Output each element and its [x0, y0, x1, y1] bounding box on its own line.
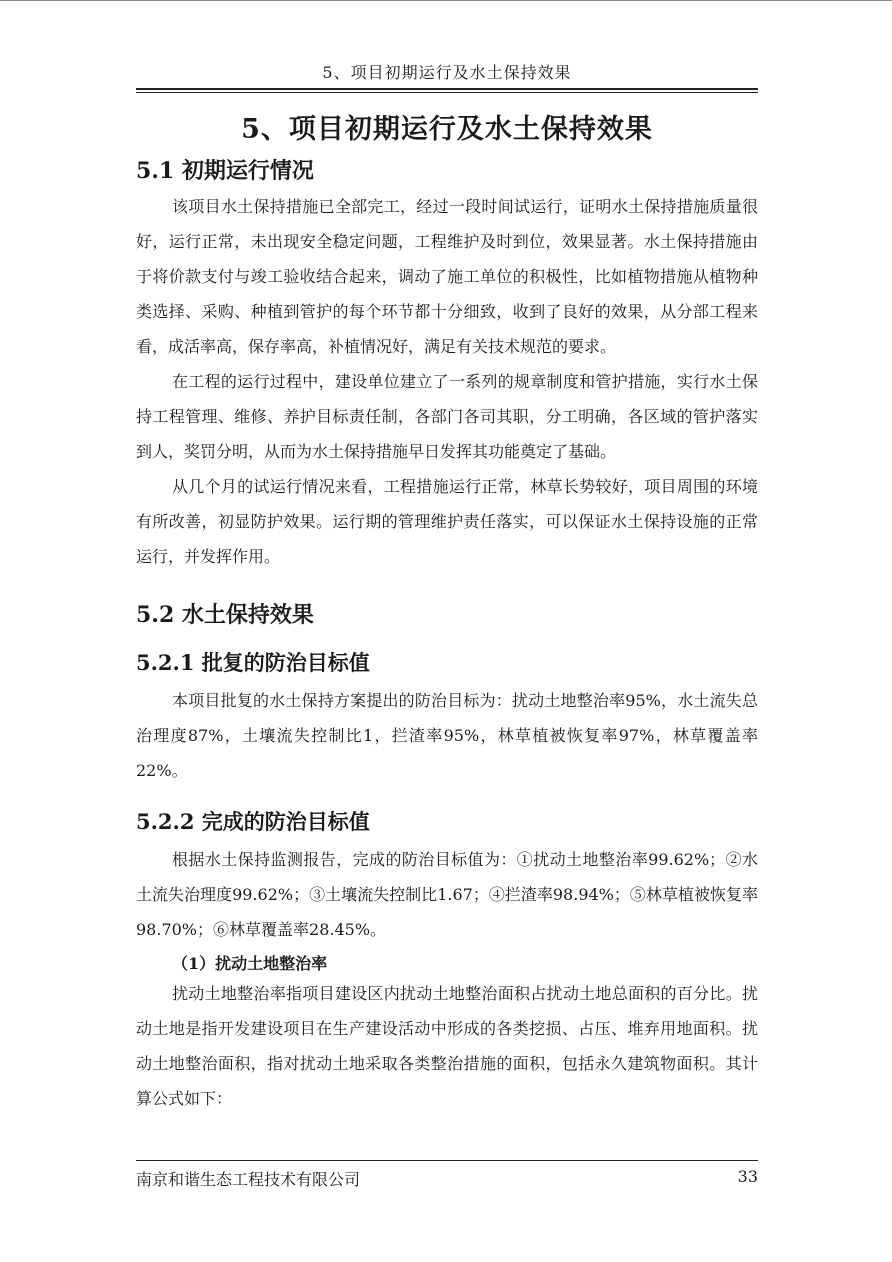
page-footer — [136, 1160, 758, 1190]
footer-company: 南京和谐生态工程技术有限公司 — [136, 1170, 361, 1189]
section-5-1-paragraph-3: 从几个月的试运行情况来看，工程措施运行正常，林草长势较好，项目周围的环境有所改善，初显防护效果。运行期的管理维护责任落实，可以保证水土保持设施的正常运行，并发挥作用。 — [136, 477, 758, 566]
subsection-heading: （1）扰动土地整治率 — [172, 954, 328, 973]
header-rule-thick — [136, 88, 758, 90]
section-5-2-1-paragraph: 本项目批复的水土保持方案提出的防治目标为：扰动土地整治率95%，水土流失总治理度87%，土壤流失控制比1，拦渣率95%，林草植被恢复率97%，林草覆盖率22%。 — [136, 691, 758, 780]
section-5-2-heading: 5.2 水土保持效果 — [136, 602, 314, 628]
top-edge-line — [0, 0, 892, 1]
section-5-2-2-heading: 5.2.2 完成的防治目标值 — [136, 809, 370, 834]
section-5-1-paragraph-1: 该项目水土保持措施已全部完工，经过一段时间试运行，证明水土保持措施质量很好，运行正常，未出现安全稳定问题，工程维护及时到位，效果显著。水土保持措施由于将价款支付与竣工验收结合起来，调动了施工单位的积极性，比如植物措施从植物种类选择、采购、种植到管护的每个环节都十分细致，收到了良好的效果，从分部工程来看，成活率高，保存率高，补植情况好，满足有关技术规范的要求。 — [136, 197, 758, 356]
section-5-1-paragraph-2: 在工程的运行过程中，建设单位建立了一系列的规章制度和管护措施，实行水土保持工程管理、维修、养护目标责任制，各部门各司其职，分工明确，各区域的管护落实到人，奖罚分明，从而为水土保持措施早日发挥其功能奠定了基础。 — [136, 372, 758, 461]
header-rule-thin — [136, 92, 758, 93]
section-5-2-1-heading: 5.2.1 批复的防治目标值 — [136, 650, 370, 675]
page-number: 33 — [737, 1167, 758, 1186]
section-5-1-heading: 5.1 初期运行情况 — [136, 158, 314, 184]
chapter-title: 5、项目初期运行及水土保持效果 — [241, 114, 653, 145]
subsection-paragraph: 扰动土地整治率指项目建设区内扰动土地整治面积占扰动土地总面积的百分比。扰动土地是指开发建设项目在生产建设活动中形成的各类挖损、占压、堆弃用地面积。扰动土地整治面积，指对扰动土地采取各类整治措施的面积，包括永久建筑物面积。其计算公式如下： — [136, 984, 758, 1108]
running-header: 5、项目初期运行及水土保持效果 — [322, 63, 572, 82]
page-body — [136, 60, 758, 1116]
section-5-2-2-paragraph: 根据水土保持监测报告，完成的防治目标值为：①扰动土地整治率99.62%；②水土流失治理度99.62%；③土壤流失控制比1.67；④拦渣率98.94%；⑤林草植被恢复率98.70%；⑥林草覆盖率28.45%。 — [136, 850, 758, 939]
